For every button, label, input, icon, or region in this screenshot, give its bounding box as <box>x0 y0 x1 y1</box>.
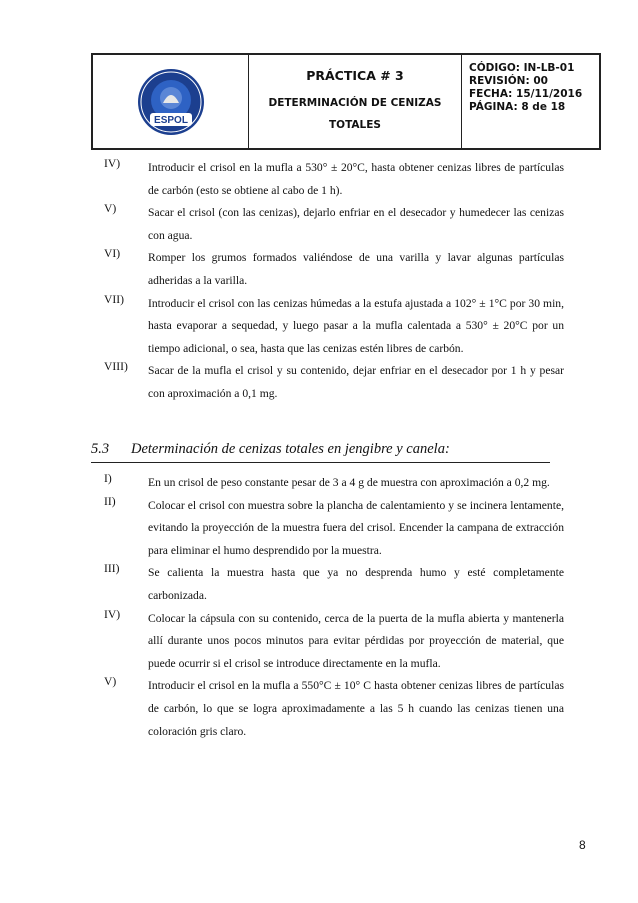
logo-text: ESPOL <box>153 114 188 126</box>
item-number: V) <box>104 675 117 689</box>
item-text: Sacar el crisol (con las cenizas), dejarlo enfriar en el desecador y humedecer las cenizas con agua. <box>148 206 564 242</box>
item-text: Colocar la cápsula con su contenido, cerca de la puerta de la mufla abierta y mantenerla allí durante unos pocos minutos para evitar pérdidas por proyección de material, que puede ocurrir si el crisol se introduce directamente en la mufla. <box>148 611 564 670</box>
page-field: PÁGINA: 8 de 18 <box>469 101 566 113</box>
meta-cell <box>462 55 599 148</box>
item-text: Se calienta la muestra hasta que ya no desprenda humo y esté completamente carbonizada. <box>148 566 564 602</box>
code-field: CÓDIGO: IN-LB-01 <box>469 62 575 74</box>
espol-logo <box>136 67 206 137</box>
item-text: Introducir el crisol en la mufla a 530° ± 20°C, hasta obtener cenizas libres de partículas de carbón (esto se obtiene al cabo de 1 h). <box>148 161 564 197</box>
item-text: Introducir el crisol en la mufla a 550°C ± 10° C hasta obtener cenizas libres de partículas de carbón, lo que se logra aproximadamente a las 5 h cuando las cenizas tienen una coloración gris claro. <box>148 679 564 738</box>
item-number: III) <box>104 562 120 576</box>
item-number: IV) <box>104 157 121 170</box>
item-number: V) <box>104 202 117 216</box>
list-item <box>104 495 564 563</box>
item-number: VII) <box>104 292 124 306</box>
list-item <box>104 202 564 247</box>
item-number: VI) <box>104 247 121 261</box>
procedure-list-b <box>104 472 564 743</box>
title-cell <box>249 55 462 148</box>
section-heading <box>91 441 550 463</box>
list-item <box>104 157 564 202</box>
list-item <box>104 472 564 495</box>
page-number: 8 <box>579 838 586 852</box>
revision-field: REVISIÓN: 00 <box>469 75 548 87</box>
procedure-list-a <box>104 157 564 406</box>
item-text: Colocar el crisol con muestra sobre la plancha de calentamiento y se incinera lentamente, evitando la proyección de la muestra fuera del crisol. Encender la campana de extracción para eliminar el humo desprendido por la muestra. <box>148 498 564 557</box>
item-text: Introducir el crisol con las cenizas húmedas a la estufa ajustada a 102° ± 1°C por 30 min, hasta evaporar a sequedad, y luego pasar a la mufla calentada a 530° ± 20°C por un tiempo adicional, o sea, hasta que las cenizas estén libres de carbón. <box>148 296 564 355</box>
item-text: Sacar de la mufla el crisol y su contenido, dejar enfriar en el desecador por 1 h y pesar con aproximación a 0,1 mg. <box>148 364 564 400</box>
list-item <box>104 608 564 676</box>
item-number: II) <box>104 494 116 508</box>
practice-title: PRÁCTICA # 3 <box>306 67 404 83</box>
item-number: VIII) <box>104 360 128 374</box>
list-item <box>104 247 564 292</box>
document-header <box>91 53 601 150</box>
section-title: Determinación de cenizas totales en jengibre y canela: <box>131 441 450 457</box>
section-number: 5.3 <box>91 441 110 457</box>
practice-subtitle: DETERMINACIÓN DE CENIZAS TOTALES <box>268 96 442 131</box>
item-number: I) <box>104 472 112 485</box>
date-field: FECHA: 15/11/2016 <box>469 88 583 100</box>
item-number: IV) <box>104 607 121 621</box>
logo-cell <box>93 55 249 148</box>
list-item <box>104 675 564 743</box>
item-text: Romper los grumos formados valiéndose de una varilla y lavar algunas partículas adheridas a la varilla. <box>148 251 564 287</box>
list-item <box>104 293 564 361</box>
list-item <box>104 562 564 607</box>
list-item <box>104 360 564 405</box>
item-text: En un crisol de peso constante pesar de 3 a 4 g de muestra con aproximación a 0,2 mg. <box>148 476 550 489</box>
